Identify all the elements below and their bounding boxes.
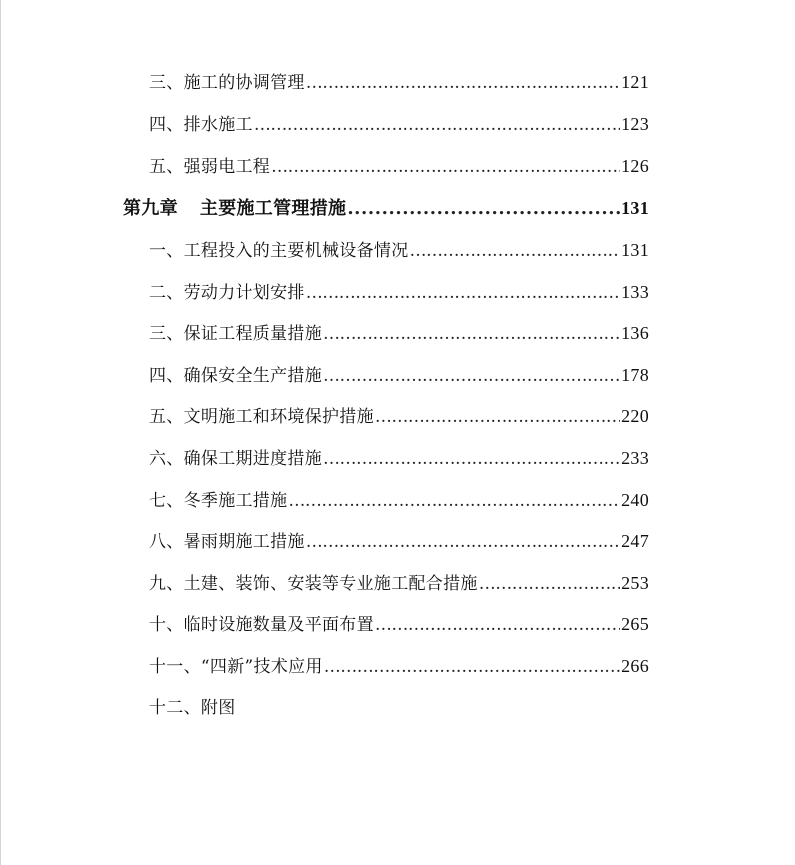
toc-entry-page: 126 — [621, 156, 649, 176]
toc-entry-page: 240 — [621, 490, 649, 510]
toc-entry[interactable] — [149, 110, 649, 135]
toc-entry[interactable] — [149, 152, 649, 177]
toc-entry[interactable] — [149, 444, 649, 469]
toc-entry[interactable] — [149, 486, 649, 511]
toc-entry-page: 133 — [621, 282, 649, 302]
toc-chapter-entry[interactable] — [123, 194, 649, 220]
toc-entry-title: 四、排水施工 — [149, 115, 253, 135]
dot-leader — [254, 115, 620, 135]
toc-entry[interactable] — [149, 361, 649, 386]
dot-leader — [347, 198, 620, 219]
chapter-page: 131 — [621, 198, 649, 218]
toc-entry-page: 220 — [621, 406, 649, 426]
toc-entry-page: 266 — [621, 656, 649, 676]
toc-entry-title: 二、劳动力计划安排 — [149, 283, 305, 303]
toc-entry-title: 四、确保安全生产措施 — [149, 366, 322, 386]
toc-entry-page: 233 — [621, 448, 649, 468]
toc-entry-title: 六、确保工期进度措施 — [149, 449, 322, 469]
toc-entry-title: 一、工程投入的主要机械设备情况 — [149, 241, 409, 261]
toc-entry[interactable] — [149, 278, 649, 303]
dot-leader — [288, 491, 620, 511]
toc-entry[interactable] — [149, 693, 236, 718]
toc-entry-page: 123 — [621, 114, 649, 134]
toc-entry[interactable] — [149, 68, 649, 93]
chapter-number: 第九章 — [123, 198, 178, 219]
dot-leader — [324, 657, 620, 677]
dot-leader — [306, 73, 620, 93]
toc-entry[interactable] — [149, 527, 649, 552]
toc-entry-title: 五、文明施工和环境保护措施 — [149, 407, 374, 427]
toc-entry-title: 五、强弱电工程 — [149, 157, 271, 177]
toc-entry[interactable] — [149, 236, 649, 261]
dot-leader — [306, 283, 620, 303]
toc-entry-title: 十一、“四新”技术应用 — [149, 657, 323, 677]
chapter-title: 主要施工管理措施 — [199, 198, 347, 219]
dot-leader — [271, 157, 620, 177]
toc-entry-page: 131 — [621, 240, 649, 260]
dot-leader — [306, 532, 620, 552]
toc-entry[interactable] — [149, 402, 649, 427]
toc-entry-title: 八、暑雨期施工措施 — [149, 532, 305, 552]
toc-entry[interactable] — [149, 610, 649, 635]
toc-entry-title: 十、临时设施数量及平面布置 — [149, 615, 374, 635]
toc-entry-title: 十二、附图 — [149, 698, 236, 718]
toc-entry-title: 三、保证工程质量措施 — [149, 324, 322, 344]
dot-leader — [375, 615, 620, 635]
dot-leader — [375, 407, 620, 427]
toc-entry-page: 178 — [621, 365, 649, 385]
dot-leader — [323, 324, 620, 344]
dot-leader — [323, 366, 620, 386]
toc-entry-page: 265 — [621, 614, 649, 634]
toc-entry[interactable] — [149, 569, 649, 594]
toc-entry-title: 七、冬季施工措施 — [149, 491, 288, 511]
toc-entry-page: 247 — [621, 531, 649, 551]
toc-entry[interactable] — [149, 319, 649, 344]
dot-leader — [410, 241, 621, 261]
dot-leader — [323, 449, 620, 469]
toc-entry-title: 九、土建、装饰、安装等专业施工配合措施 — [149, 574, 478, 594]
toc-entry-page: 121 — [621, 72, 649, 92]
toc-entry-page: 253 — [621, 573, 649, 593]
toc-entry[interactable] — [149, 652, 649, 677]
toc-entry-page: 136 — [621, 323, 649, 343]
dot-leader — [479, 574, 620, 594]
toc-entry-title: 三、施工的协调管理 — [149, 73, 305, 93]
